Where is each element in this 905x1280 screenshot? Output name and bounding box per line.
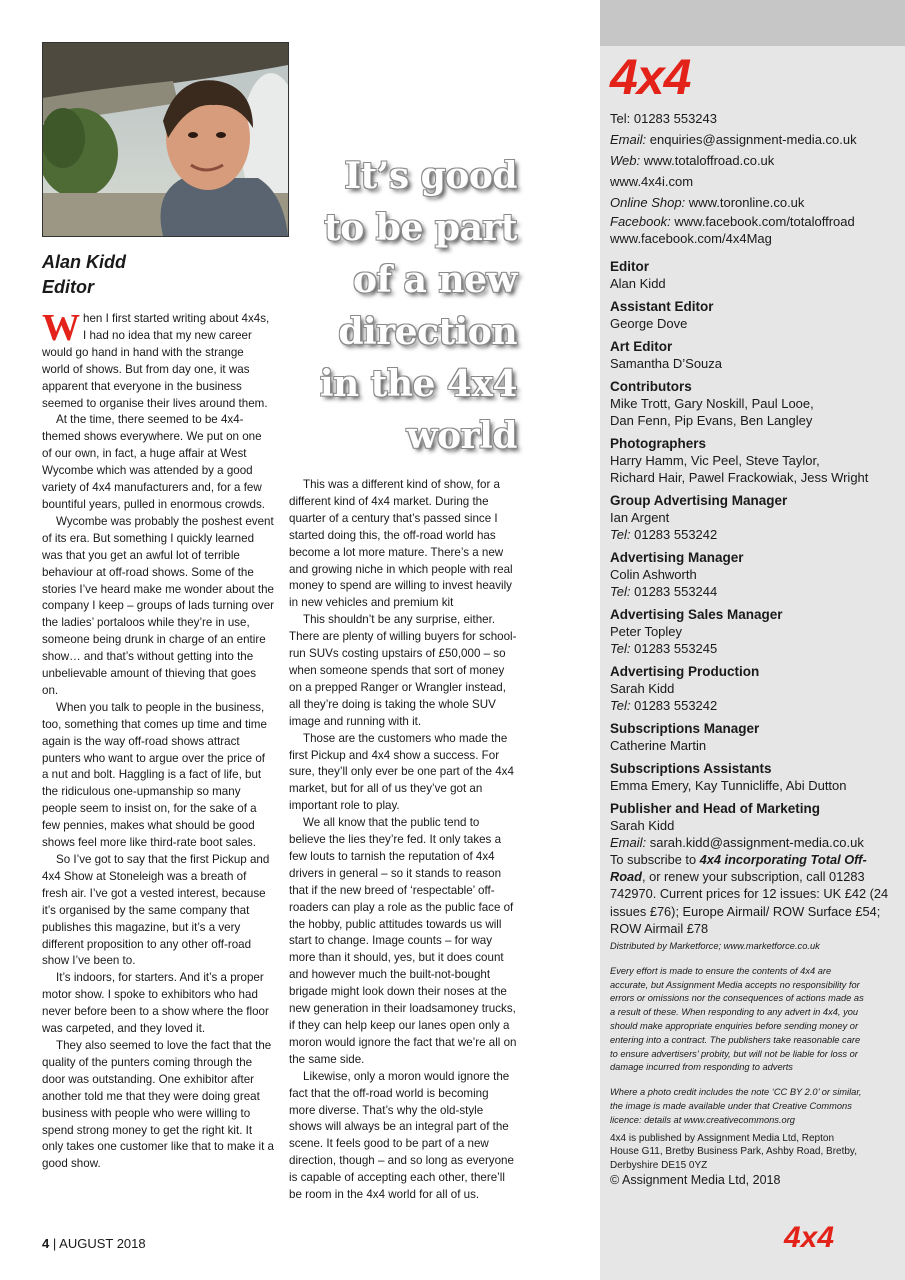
staff-name: Colin Ashworth (610, 567, 697, 582)
staff-name: Alan Kidd (610, 276, 666, 291)
staff-role: Subscriptions Manager (610, 721, 760, 736)
staff-role: Advertising Manager (610, 550, 744, 565)
staff-role: Advertising Production (610, 664, 760, 679)
pull-quote: It’s good to be part of a new direction in the 4x4 world (319, 155, 517, 457)
staff-name: Catherine Martin (610, 738, 707, 753)
article-paragraph: At the time, there seemed to be 4x4-themed shows everywhere. We put on one of our own, in fact, a huge affair at West Wycombe which was attended by a good variety of 4x4 manufacturers and, for a few bountiful years, pulled in enormous crowds. (42, 413, 265, 511)
staff-role: Advertising Sales Manager (610, 607, 783, 622)
page-number: 4 (42, 1236, 50, 1251)
article-paragraph: When I first started writing about 4x4s, I had no idea that my new career would go hand in hand with the strange world of shows. But from day one, it was apparent that everyone in the business seemed to organise their lives around them. (42, 307, 270, 410)
contact-facebook-alt: www.facebook.com/4x4Mag (610, 231, 772, 246)
author-title: Editor (42, 277, 94, 297)
author-name: Alan Kidd (42, 252, 126, 272)
contact-web-alt: www.4x4i.com (610, 174, 694, 189)
staff-phone: Tel: 01283 553244 (610, 584, 718, 599)
byline (42, 250, 126, 300)
staff-role: Group Advertising Manager (610, 493, 788, 508)
staff-name: Ian Argent (610, 510, 670, 525)
staff-name: Richard Hair, Pawel Frackowiak, Jess Wright (610, 470, 869, 485)
publisher-address: 4x4 is published by Assignment Media Ltd, Repton House G11, Bretby Business Park, Ashby Road, Bretby, Derbyshire DE15 0YZ (610, 1132, 857, 1172)
staff-role: Publisher and Head of Marketing (610, 801, 821, 816)
folio-separator: | (52, 1236, 57, 1251)
article-column-1 (42, 307, 275, 1173)
article-paragraph: This shouldn’t be any surprise, either. There are plenty of willing buyers for school-run SUVs costing upstairs of £50,000 – so when someone spends that sort of money on a prepped Ranger or Wrangler instead, all they’re doing is taking the whole SUV image and running with it. (289, 613, 517, 728)
staff-phone: Tel: 01283 553242 (610, 698, 718, 713)
distribution-note: Distributed by Marketforce; www.marketforce.co.uk (610, 941, 820, 951)
small-print (610, 940, 865, 1184)
staff-name: Sarah Kidd (610, 818, 675, 833)
article-paragraph: When you talk to people in the business, too, something that comes up time and time again is the way off-road shows attract punters who want to argue over the price of a nut and bolt. Haggling is a fact of life, but the ridiculous one-upmanship so many people seem to insist on, for the sake of a few pennies, makes what should be good shows feel more like third-rate boot sales. (42, 700, 267, 850)
staff-name: Sarah Kidd (610, 681, 675, 696)
staff-phone: Tel: 01283 553245 (610, 641, 718, 656)
photo-credit-note: Where a photo credit includes the note ‘CC BY 2.0’ or similar, the image is made available under that Creative Commons licence: details at www.creativecommons.org (610, 1087, 862, 1125)
disclaimer: Every effort is made to ensure the contents of 4x4 are accurate, but Assignment Media accepts no responsibility for errors or omissions nor the consequences of actions made as a result of these. When responding to any advert in 4x4, you should make appropriate enquiries before sending money or entering into a contract. The publishers take reasonable care to ensure advertisers’ probity, but will not be liable for loss or damage incurred from responding to adverts (610, 965, 864, 1073)
staff-name: George Dove (610, 316, 688, 331)
article-paragraph: We all know that the public tend to believe the lies they’re fed. It only takes a few louts to tarnish the reputation of 4x4 drivers in general – so it stands to reason that if the new breed of ‘respectable’ off-roaders can play a role as the public face of the hobby, public attitudes towards us will start to change. Image counts – for way more than it should, yes, but it does count and however much the built-not-bought brigade might look down their noses at the new generation in their loadsamoney trucks, if they can help keep our lanes open only a moron would ignore the fact that we’re all on the same side. (289, 816, 517, 1066)
staff-role: Assistant Editor (610, 299, 714, 314)
editor-portrait (42, 42, 289, 237)
staff-phone: Tel: 01283 553242 (610, 527, 718, 542)
staff-email: Email: sarah.kidd@assignment-media.co.uk (610, 835, 864, 850)
contact-shop: Online Shop: www.toronline.co.uk (610, 195, 805, 210)
portrait-illustration (43, 43, 288, 236)
contact-facebook: Facebook: www.facebook.com/totaloffroad (610, 214, 855, 229)
article-paragraph: This was a different kind of show, for a different kind of 4x4 market. During the quarter of a century that’s passed since I started doing this, the off-road world has become a lot more mature. There’s a new and growing niche in which people with real money to spend are willing to invest heavily in new vehicles and premium kit (289, 478, 513, 610)
staff-name: Emma Emery, Kay Tunnicliffe, Abi Dutton (610, 778, 847, 793)
staff-name: Dan Fenn, Pip Evans, Ben Langley (610, 413, 813, 428)
contact-tel: Tel: 01283 553243 (610, 111, 718, 126)
article-paragraph: They also seemed to love the fact that the quality of the punters coming through the door was outstanding. One exhibitor after another told me that they were doing great business with people who were willing to spend strong money to get the right kit. It only takes one customer like that to make it a good show. (42, 1038, 274, 1171)
staff-role: Subscriptions Assistants (610, 761, 772, 776)
staff-name: Peter Topley (610, 624, 683, 639)
contact-email: Email: enquiries@assignment-media.co.uk (610, 132, 857, 147)
article-paragraph: Likewise, only a moron would ignore the fact that the off-road world is becoming more diverse. That’s why the old-style shows will always be an integral part of the scene. It feels good to be part of a new direction, though – and so long as everyone is capable of accepting each other, there’ll be room in the 4x4 world for all of us. (289, 1069, 514, 1202)
page-folio (42, 1236, 146, 1252)
staff-name: Harry Hamm, Vic Peel, Steve Taylor, (610, 453, 820, 468)
staff-role: Photographers (610, 436, 707, 451)
brand-logo: 4x4 (610, 49, 691, 105)
staff-list (610, 259, 900, 851)
article-paragraph: So I’ve got to say that the first Pickup and 4x4 Show at Stoneleigh was a breath of fresh air. I’ve got a vested interest, because it’s organised by the same company that publishes this magazine, but it’s a very different proposition to any other off-road show I’ve been to. (42, 853, 270, 968)
article-paragraph: Wycombe was probably the poshest event of its era. But something I quickly learned was that you get an awful lot of terrible behaviour at off-road shows. Some of the stories I’ve heard make me wonder about the company I keep – groups of lads turning over the ladies’ portaloos while they’re in use, someone being drunk in charge of an entire show… and that’s without getting into the unbelievable amount of thieving that goes on. (42, 514, 275, 697)
copyright: © Assignment Media Ltd, 2018 (610, 1173, 781, 1187)
article-paragraph: It’s indoors, for starters. And it’s a proper motor show. I spoke to exhibitors who had never before been to a show where the floor was carpeted, and they loved it. (42, 971, 269, 1036)
staff-name: Samantha D’Souza (610, 356, 723, 371)
staff-name: Mike Trott, Gary Noskill, Paul Looe, (610, 396, 814, 411)
article-column-2 (289, 477, 517, 1204)
article-paragraph: Those are the customers who made the first Pickup and 4x4 show a success. For sure, they’ll only ever be one part of the 4x4 market, but for all of us they’ve got an important role to play. (289, 731, 514, 813)
staff-role: Art Editor (610, 339, 673, 354)
footer-logo: 4x4 (784, 1221, 835, 1254)
staff-role: Editor (610, 259, 649, 274)
issue-date: AUGUST 2018 (59, 1236, 146, 1251)
subscription-info: To subscribe to 4x4 incorporating Total Off-Road, or renew your subscription, call 01283 742970. Current prices for 12 issues: UK £42 (24 issues £76); Europe Airmail/ ROW Surface £54; ROW Airmail £78 (610, 852, 889, 936)
staff-role: Contributors (610, 379, 692, 394)
sidebar-header-band (600, 0, 905, 46)
contact-list (610, 108, 900, 247)
contact-web: Web: www.totaloffroad.co.uk (610, 153, 775, 168)
drop-cap: W (42, 307, 80, 349)
